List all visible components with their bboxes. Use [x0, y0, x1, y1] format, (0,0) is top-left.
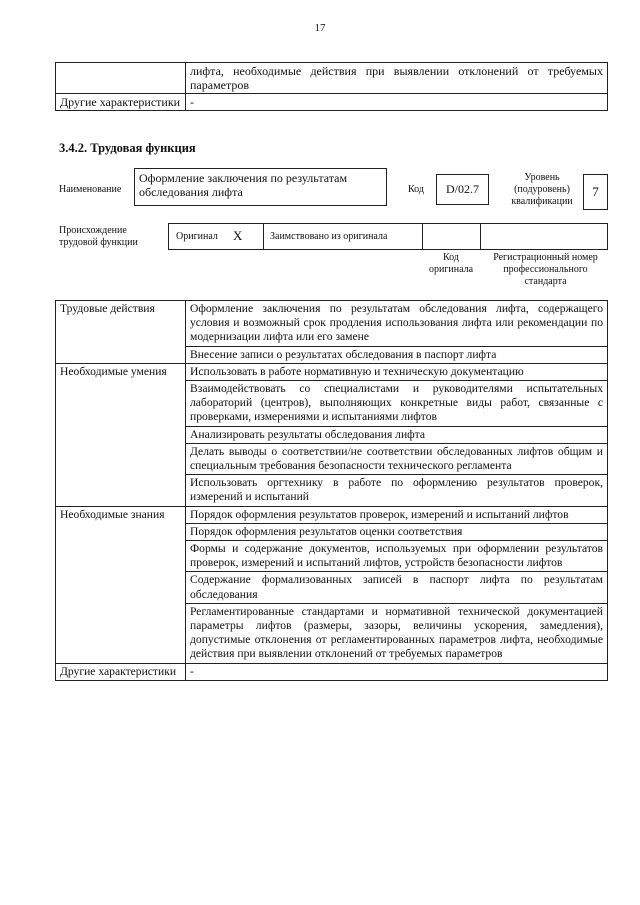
continued-text: лифта, необходимые действия при выявлении отклонений от требуемых параметров — [186, 63, 608, 94]
list-item: Порядок оформления результатов проверок, измерений и испытаний лифтов — [186, 506, 608, 523]
reg-caption: Регистрационный номер профессионального стандарта — [493, 252, 598, 287]
table-row — [56, 94, 608, 111]
code-label: Код — [408, 184, 424, 195]
labor-actions-label: Трудовые действия — [56, 301, 186, 364]
divider — [480, 223, 481, 250]
knowledge-label: Необходимые знания — [56, 506, 186, 663]
table-row — [56, 663, 608, 680]
table-row — [56, 63, 608, 94]
list-item: Анализировать результаты обследования лифта — [186, 426, 608, 443]
other-characteristics-value: - — [186, 94, 608, 111]
other-characteristics-label: Другие характеристики — [56, 94, 186, 111]
borrowed-label: Заимствовано из оригинала — [270, 231, 388, 242]
list-item: Порядок оформления результатов оценки соответствия — [186, 523, 608, 540]
list-item: Использовать в работе нормативную и техническую документацию — [186, 363, 608, 380]
level-value: 7 — [583, 174, 608, 210]
table-row — [56, 363, 608, 380]
origin-label: Происхождение трудовой функции — [59, 225, 138, 248]
function-table — [55, 300, 608, 681]
divider — [263, 223, 264, 250]
page-number: 17 — [314, 22, 326, 34]
origin-row — [168, 223, 608, 250]
empty-label-cell — [56, 63, 186, 94]
code-caption: Код оригинала — [428, 252, 474, 275]
section-title: 3.4.2. Трудовая функция — [59, 141, 196, 155]
divider — [422, 223, 423, 250]
list-item: Использовать оргтехнику в работе по оформлению результатов проверок, измерений и испытаний — [186, 475, 608, 506]
table-row — [56, 506, 608, 523]
list-item: Формы и содержание документов, используемых при оформлении результатов проверок, измерений и испытаний лифтов, устройств безопасности лифтов — [186, 541, 608, 572]
list-item: Взаимодействовать со специалистами и руководителями испытательных лабораторий (центров), выполняющих конкретные виды работ, связанные с проверками, измерениями и испытаниями лифтов — [186, 381, 608, 427]
other-value: - — [186, 663, 608, 680]
continued-table — [55, 62, 608, 111]
list-item: Содержание формализованных записей в паспорт лифта по результатам обследования — [186, 572, 608, 603]
skills-label: Необходимые умения — [56, 363, 186, 506]
original-mark: X — [233, 228, 243, 243]
name-value: Оформление заключения по результатам обследования лифта — [134, 168, 387, 206]
list-item: Регламентированные стандартами и нормативной технической документацией параметры лифтов (размеры, зазоры, величины ускорения, замедления), допустимые отклонения от регламентированных параметров лифта, необходимые действия при выявлении отклонений от требуемых параметров — [186, 603, 608, 663]
list-item: Делать выводы о соответствии/не соответствии обследованных лифтов общим и специальным требования безопасности технического регламента — [186, 443, 608, 474]
level-label: Уровень (подуровень) квалификации — [511, 172, 573, 207]
list-item: Оформление заключения по результатам обследования лифта, содержащего условия и возможный срок продления использования лифта или рекомендации по модернизации лифта или его замене — [186, 301, 608, 347]
name-label: Наименование — [59, 184, 122, 195]
code-value: D/02.7 — [436, 174, 489, 205]
table-row — [56, 301, 608, 347]
list-item: Внесение записи о результатах обследования в паспорт лифта — [186, 346, 608, 363]
other-label: Другие характеристики — [56, 663, 186, 680]
original-label: Оригинал — [176, 231, 218, 242]
